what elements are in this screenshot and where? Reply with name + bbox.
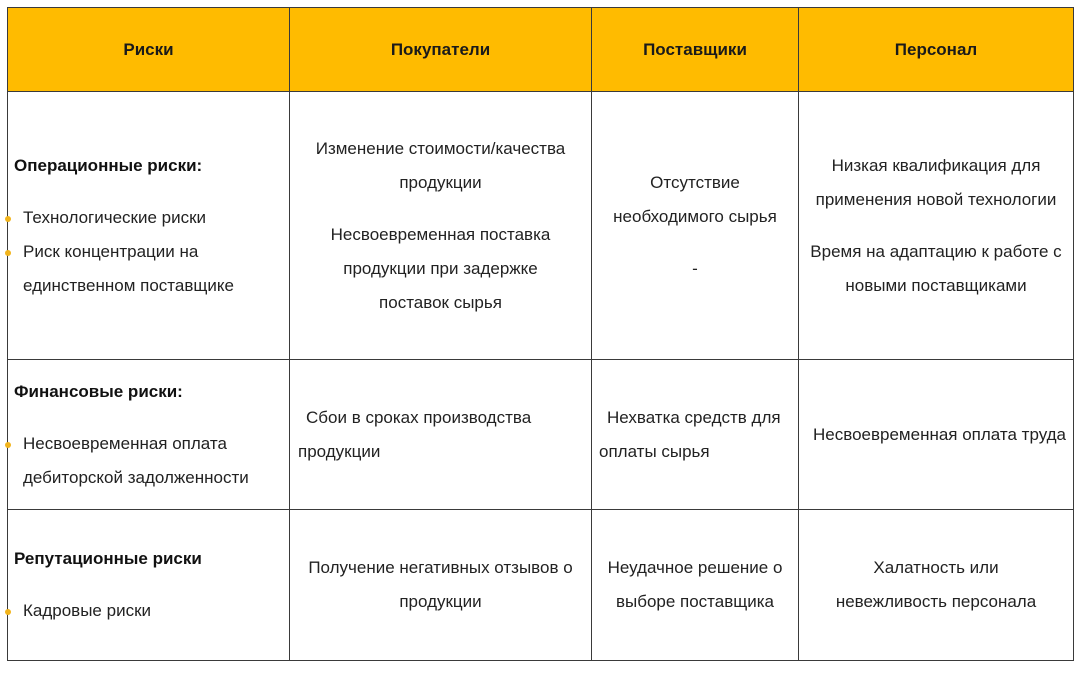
risk-title: Финансовые риски: xyxy=(14,381,183,401)
staff-cell xyxy=(799,510,1074,661)
header-risks: Риски xyxy=(8,8,290,92)
cell-text: - xyxy=(692,258,698,278)
buyers-cell xyxy=(290,510,592,661)
header-buyers: Покупатели xyxy=(290,8,592,92)
suppliers-cell xyxy=(592,510,799,661)
risk-title: Репутационные риски xyxy=(14,549,202,568)
cell-text: Неудачное решение о выборе поставщика xyxy=(607,558,783,611)
buyers-cell xyxy=(290,360,592,510)
header-staff: Персонал xyxy=(799,8,1074,92)
table-row-financial xyxy=(8,360,1074,510)
risk-matrix-table xyxy=(7,7,1074,661)
risk-list xyxy=(14,427,283,495)
cell-text: Отсутствие необходимого сырья xyxy=(613,172,777,226)
suppliers-cell xyxy=(592,360,799,510)
risk-cell xyxy=(8,360,290,510)
risk-title: Операционные риски: xyxy=(14,155,203,175)
cell-text: Несвоевременная оплата труда xyxy=(813,424,1067,444)
cell-text: Нехватка средств для оплаты сырья xyxy=(599,407,781,461)
staff-cell xyxy=(799,92,1074,360)
risk-cell xyxy=(8,92,290,360)
header-row xyxy=(8,8,1074,92)
list-item: Риск концентрации на единственном поставщике xyxy=(14,235,283,303)
cell-text: Низкая квалификация для применения новой технологии xyxy=(815,155,1057,209)
risk-cell xyxy=(8,510,290,661)
cell-text: Халатность или невежливость персонала xyxy=(835,558,1037,611)
risk-list xyxy=(14,201,283,303)
suppliers-cell xyxy=(592,92,799,360)
table-row-reputational xyxy=(8,510,1074,661)
risk-list xyxy=(14,594,283,628)
header-suppliers: Поставщики xyxy=(592,8,799,92)
cell-text: Время на адаптацию к работе с новыми поставщиками xyxy=(810,241,1062,295)
list-item: Кадровые риски xyxy=(14,594,283,628)
table-row-operational xyxy=(8,92,1074,360)
cell-text: Несвоевременная поставка продукции при задержке поставок сырья xyxy=(330,224,551,312)
buyers-cell xyxy=(290,92,592,360)
cell-text: Изменение стоимости/качества продукции xyxy=(315,138,566,192)
list-item: Несвоевременная оплата дебиторской задолженности xyxy=(14,427,283,495)
staff-cell xyxy=(799,360,1074,510)
cell-text: Сбои в сроках производства продукции xyxy=(298,407,532,461)
cell-text: Получение негативных отзывов о продукции xyxy=(308,558,573,611)
list-item: Технологические риски xyxy=(14,201,283,235)
